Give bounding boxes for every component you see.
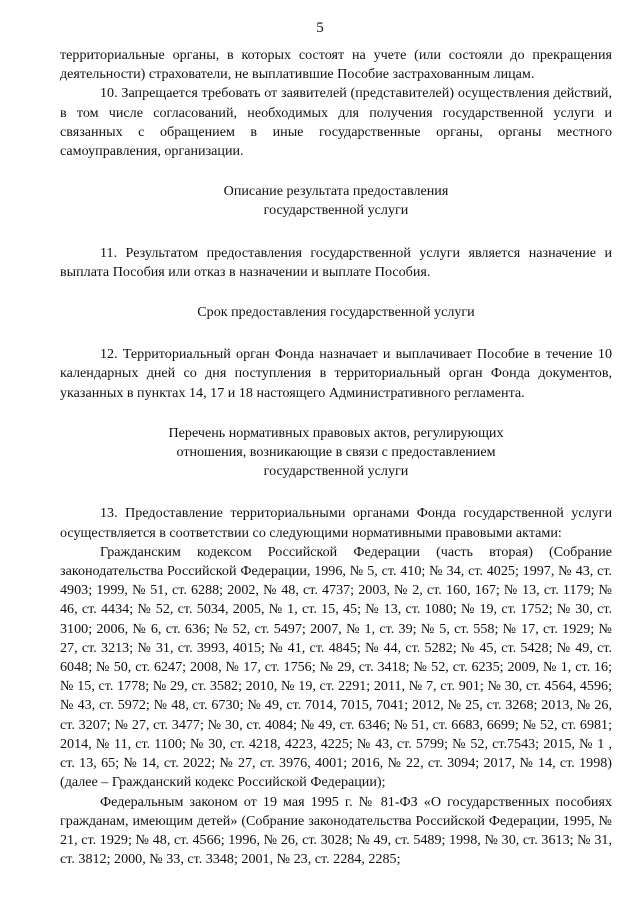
paragraph-12: 12. Территориальный орган Фонда назначает и выплачивает Пособие в течение 10 календарных дней со дня поступления в территориальный орган Фонда документов, указанных в пунктах 14, 17 и 18 настоящего Административного регламента. — [60, 346, 612, 401]
paragraph-11: 11. Результатом предоставления государственной услуги является назначение и выплата Пособия или отказ в назначении и выплате Пособия. — [60, 244, 612, 280]
paragraph-13: 13. Предоставление территориальными органами Фонда государственной услуги осуществляется в соответствии со следующими нормативными правовыми актами: — [60, 505, 612, 541]
section-heading-acts-line2: отношения, возникающие в связи с предоставлением — [176, 444, 496, 461]
paragraph-federal-law: Федеральным законом от 19 мая 1995 г. № 81-ФЗ «О государственных пособиях гражданам, имеющим детей» (Собрание законодательства Российской Федерации, 1995, № 21, ст. 1929; № 48, ст. 4566; 1996, № 26, ст. 3028; № 49, ст. 5489; 1998, № 30, ст. 3613; № 31, ст. 3812; 2000, № 33, ст. 3348; 2001, № 23, ст. 2284, 2285; — [60, 793, 612, 868]
section-heading-acts-line1: Перечень нормативных правовых актов, регулирующих — [168, 424, 504, 441]
spacer — [60, 403, 612, 424]
spacer — [60, 161, 612, 182]
section-heading-result-line2: государственной услуги — [263, 202, 409, 219]
spacer — [60, 221, 612, 244]
page-number: 5 — [316, 20, 324, 36]
spacer — [60, 282, 612, 303]
document-body — [60, 46, 612, 869]
paragraph-civil-code: Гражданским кодексом Российской Федерации (часть вторая) (Собрание законодательства Российской Федерации, 1996, № 5, ст. 410; № 34, ст. 4025; 1997, № 43, ст. 4903; 1999, № 51, ст. 6288; 2002, № 48, ст. 4737; 2003, № 2, ст. 160, 167; № 13, ст. 1179; № 46, ст. 4434; № 52, ст. 5034, 2005, № 1, ст. 15, 45; № 13, ст. 1080; № 19, ст. 1752; № 30, ст. 3100; 2006, № 6, ст. 636; № 52, ст. 5497; 2007, № 1, ст. 39; № 5, ст. 558; № 17, ст. 1929; № 27, ст. 3213; № 31, ст. 3993, 4015; № 41, ст. 4845; № 44, ст. 5282; № 45, ст. 5428; № 49, ст. 6048; № 50, ст. 6247; 2008, № 17, ст. 1756; № 29, ст. 3418; № 52, ст. 6235; 2009, № 1, ст. 16; № 15, ст. 1778; № 29, ст. 3582; 2010, № 19, ст. 2291; 2011, № 7, ст. 901; № 30, ст. 4564, 4596; № 43, ст. 5972; № 48, ст. 6730; № 49, ст. 7014, 7015, 7041; 2012, № 25, ст. 3268; 2013, № 26, ст. 3207; № 27, ст. 3477; № 30, ст. 4084; № 49, ст. 6346; № 51, ст. 6683, 6699; № 52, ст. 6981; 2014, № 11, ст. 1100; № 30, ст. 4218, 4223, 4225; № 43, ст. 5799; № 52, ст.7543; 2015, № 1 , ст. 13, 65; № 14, ст. 2022; № 27, ст. 3976, 4001; 2016, № 22, ст. 3094; 2017, № 14, ст. 1998) (далее – Гражданский кодекс Российской Федерации); — [60, 543, 612, 791]
spacer — [60, 481, 612, 504]
section-heading-result-line1: Описание результата предоставления — [223, 183, 449, 200]
paragraph-10: 10. Запрещается требовать от заявителей (представителей) осуществления действий, в том числе согласований, необходимых для получения государственной услуги и связанных с обращением в иные государственные органы, органы местного самоуправления, организации. — [60, 85, 612, 160]
paragraph-9-continuation: территориальные органы, в которых состоят на учете (или состояли до прекращения деятельности) страхователи, не выплатившие Пособие застрахованным лицам. — [60, 47, 612, 83]
section-heading-acts-line3: государственной услуги — [263, 463, 409, 480]
spacer — [60, 322, 612, 345]
section-heading-term: Срок предоставления государственной услуги — [197, 304, 475, 321]
